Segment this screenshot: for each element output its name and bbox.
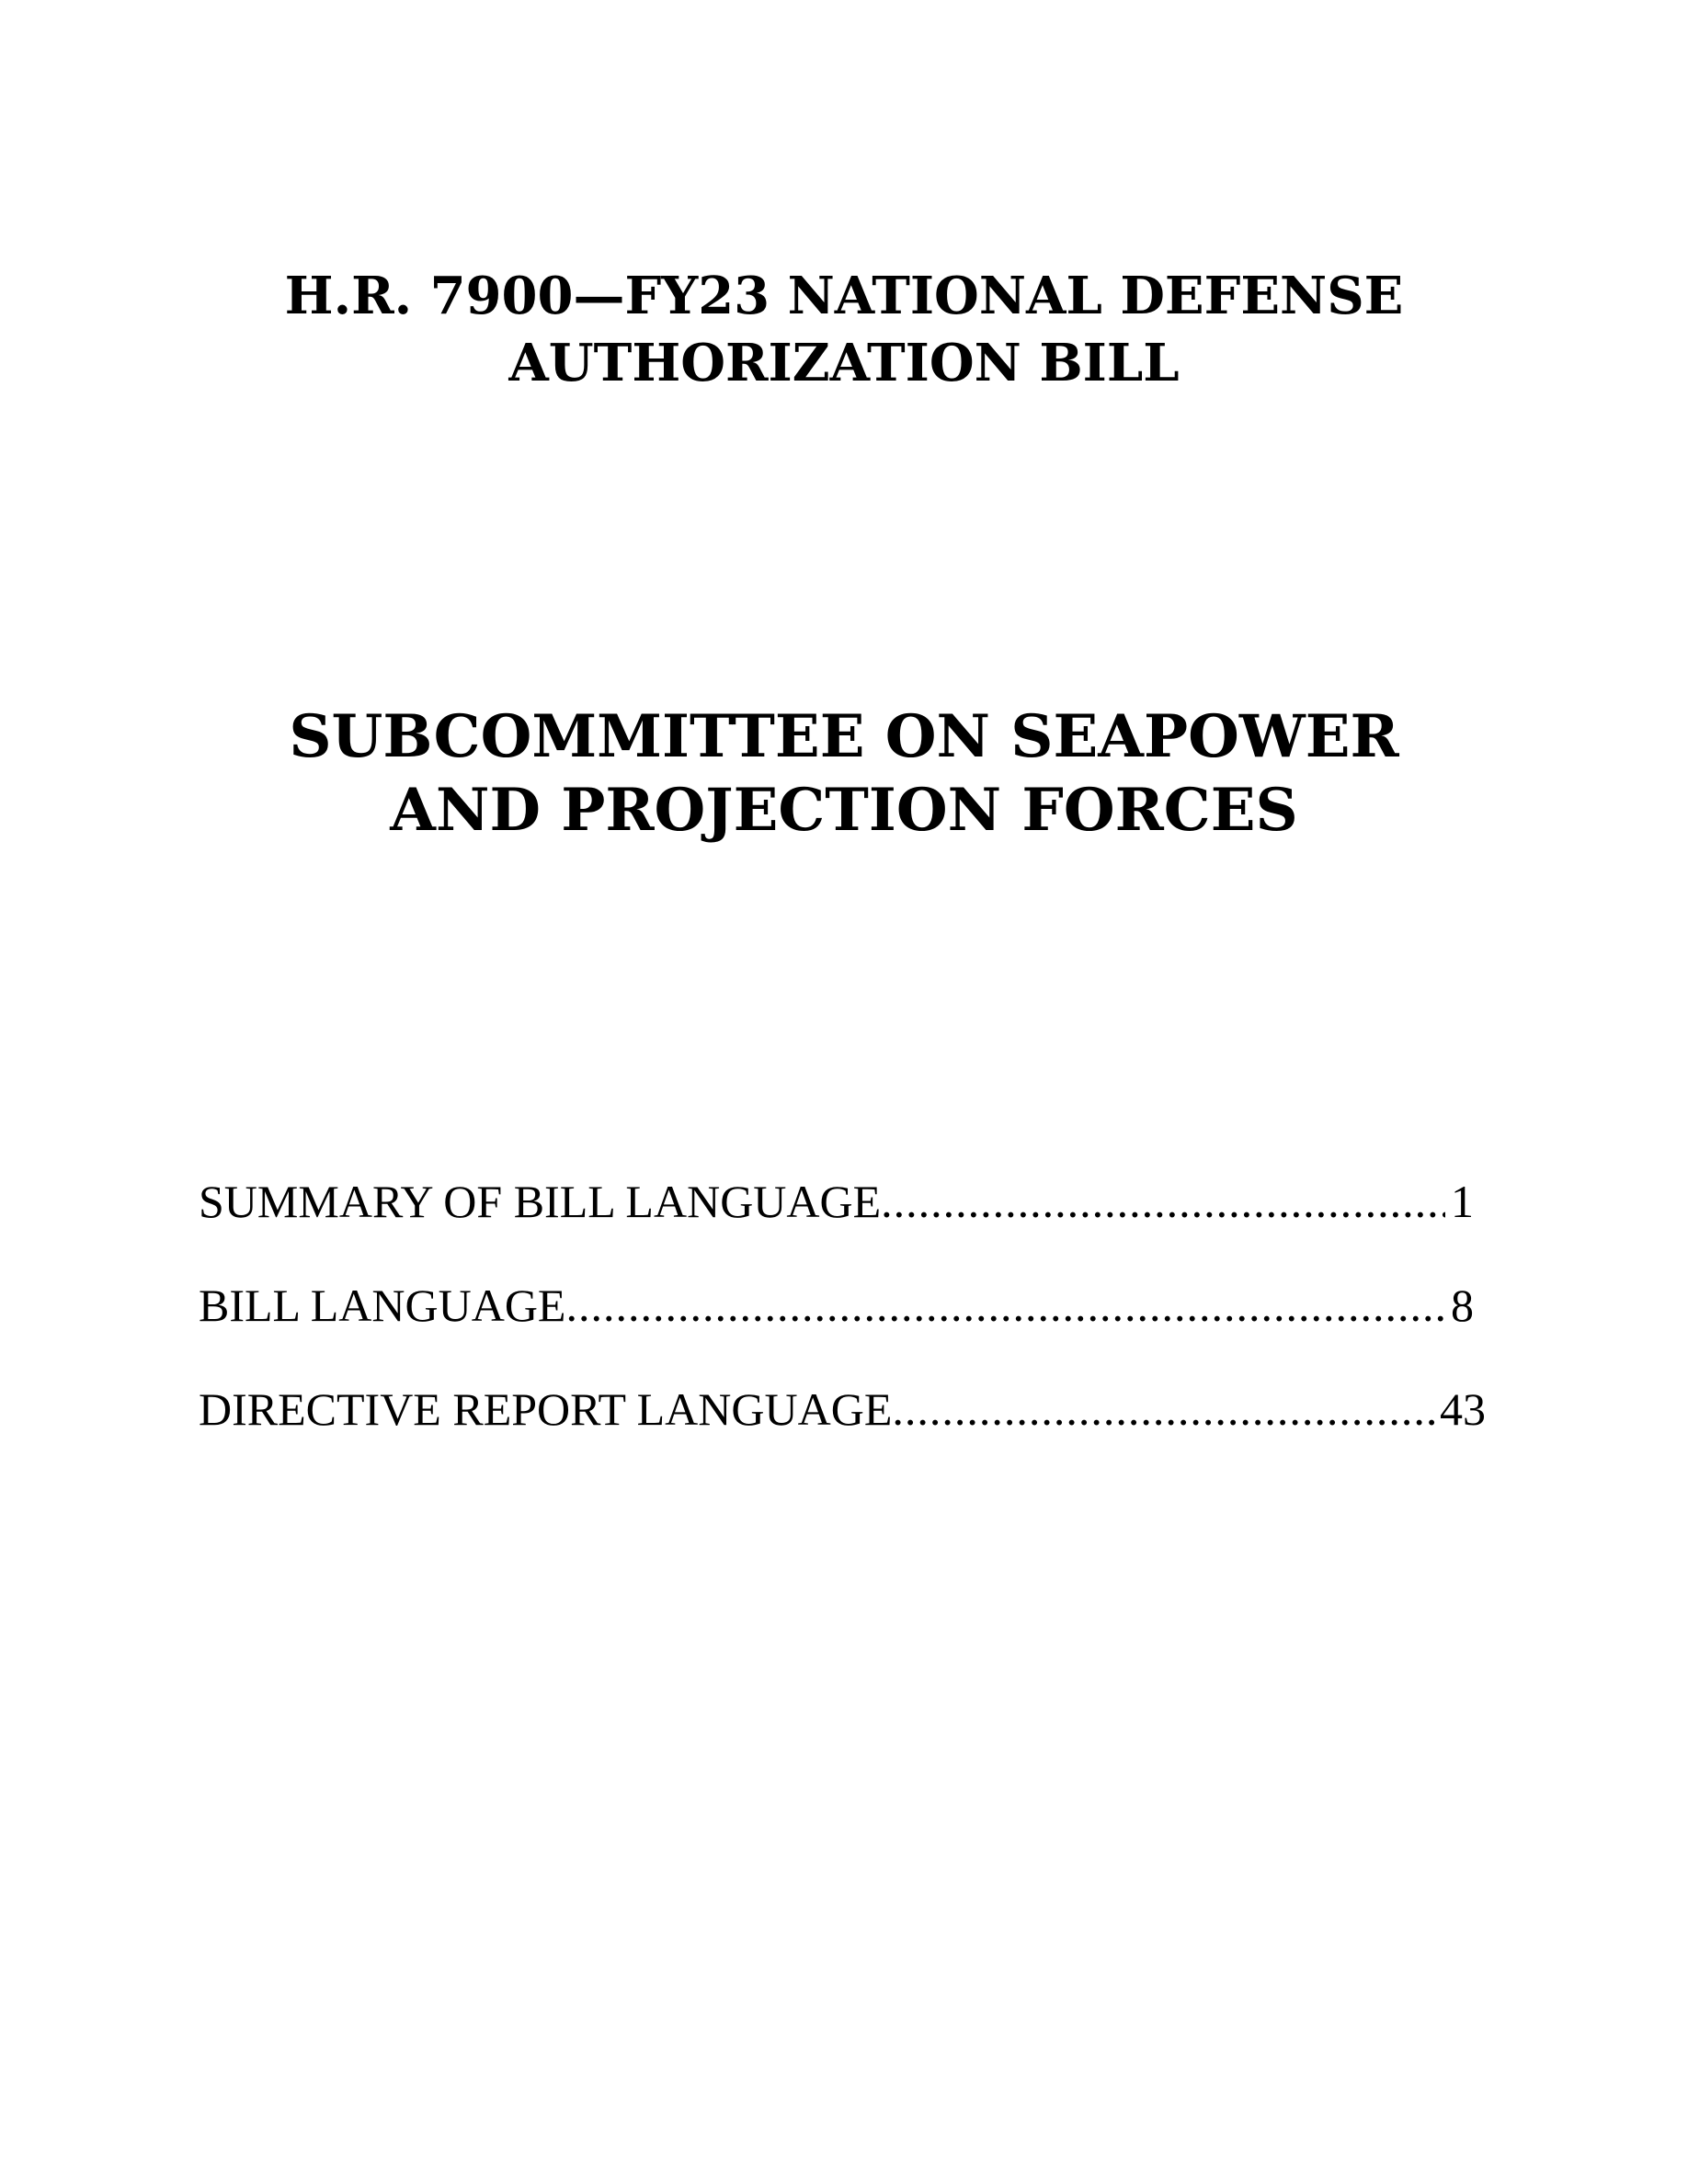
bill-title-line: AUTHORIZATION BILL: [508, 333, 1180, 393]
toc-dot-leader: [892, 1382, 1440, 1436]
toc-entry-label: SUMMARY OF BILL LANGUAGE: [199, 1176, 882, 1227]
toc-entry-label: DIRECTIVE REPORT LANGUAGE: [199, 1383, 893, 1435]
toc-entry: [199, 1279, 1474, 1331]
toc-dot-leader: [565, 1279, 1445, 1332]
toc-entry-page: 1: [1451, 1176, 1474, 1227]
toc-entry: [199, 1382, 1486, 1435]
bill-title: [0, 263, 1688, 397]
bill-title-line: H.R. 7900—FY23 NATIONAL DEFENSE: [284, 266, 1404, 326]
subcommittee-title: [0, 700, 1688, 847]
toc-entry-page: 43: [1440, 1383, 1486, 1435]
subcommittee-title-line: SUBCOMMITTEE ON SEAPOWER: [289, 702, 1399, 771]
toc-dot-leader: [881, 1175, 1445, 1228]
subcommittee-title-line: AND PROJECTION FORCES: [390, 776, 1298, 845]
toc-entry: [199, 1175, 1474, 1227]
toc-entry-label: BILL LANGUAGE: [199, 1280, 566, 1331]
toc-entry-page: 8: [1451, 1280, 1474, 1331]
table-of-contents: [199, 1175, 1486, 1486]
